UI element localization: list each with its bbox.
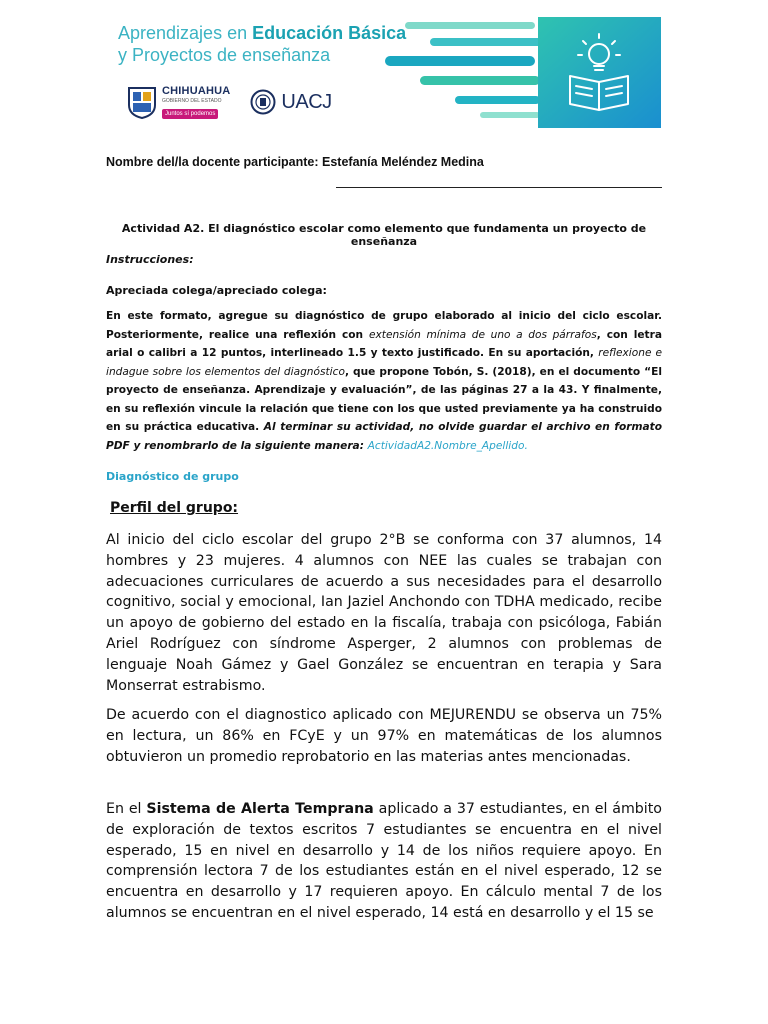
- greeting: Apreciada colega/apreciado colega:: [106, 284, 327, 297]
- header-banner: [0, 0, 768, 140]
- instructions-text-5: , que propone Tobón, S. (2018), en el documento “El proyecto de enseñanza. Aprendizaje y evaluación”, de las páginas 27 a la 43. Y finalmente, en su reflexión vincule la relación que tiene con los que usted previamente ya ha construido en su práctica educativa.: [106, 365, 662, 433]
- chihuahua-subtitle: GOBIERNO DEL ESTADO: [162, 97, 222, 104]
- program-title-part1: Aprendizajes en: [118, 23, 253, 43]
- chihuahua-logo: [126, 85, 230, 119]
- signature-line: [336, 187, 662, 188]
- uacj-seal-icon: [250, 89, 276, 115]
- program-title-line2: y Proyectos de enseñanza: [118, 45, 331, 65]
- program-title: [118, 22, 406, 66]
- diagnostico-heading: Diagnóstico de grupo: [106, 470, 239, 483]
- instructions-text-3: , con letra arial o calibri a 12 puntos, interlineado 1.5 y texto justificado. En su aportación,: [106, 328, 662, 359]
- perfil-heading: Perfil del grupo:: [110, 500, 239, 516]
- program-title-bold: Educación Básica: [252, 23, 407, 43]
- logo-row: [126, 82, 332, 122]
- instructions-text-2: extensión mínima de uno a dos párrafos: [369, 328, 597, 341]
- instructions-heading: Instrucciones:: [106, 253, 194, 266]
- instructions-body: [106, 307, 662, 455]
- diagnostic-results-paragraph: De acuerdo con el diagnostico aplicado con MEJURENDU se observa un 75% en lectura, un 86% en FCyE y un 97% en matemáticas de los alumnos obtuvieron un promedio reprobatorio en las materias antes mencionadas.: [106, 707, 662, 765]
- document-header: [0, 0, 768, 140]
- chihuahua-tagline: Juntos sí podemos: [162, 109, 218, 119]
- instructions-text-6: Al terminar su actividad, no olvide guardar el archivo en formato PDF y renombrarlo de la siguiente manera:: [106, 421, 662, 452]
- activity-title: Actividad A2. El diagnóstico escolar como elemento que fundamenta un proyecto de enseñanza: [121, 222, 647, 248]
- group-profile-paragraph: Al inicio del ciclo escolar del grupo 2°B se conforma con 37 alumnos, 14 hombres y 23 mujeres. 4 alumnos con NEE las cuales se trabajan con adecuaciones curriculares de acuerdo a sus necesidades para el desarrollo cognitivo, social y emocional, Ian Jaziel Anchondo con TDHA medicado, recibe un apoyo de gobierno del estado en la fiscalía, trabaja con psicóloga, Fabián Ariel Rodríguez con síndrome Asperger, 2 alumnos con problemas de lenguaje Noah Gámez y Gael González se encuentran en terapia y Sara Monserrat estrabismo.: [106, 532, 662, 694]
- filename-example: ActividadA2.Nombre_Apellido.: [367, 439, 528, 452]
- alert-system-paragraph: [106, 799, 662, 924]
- uacj-name: UACJ: [281, 90, 332, 113]
- alert-text-a: En el: [106, 801, 147, 817]
- chihuahua-shield-icon: [126, 85, 158, 119]
- uacj-logo: [250, 89, 331, 115]
- alert-system-name: Sistema de Alerta Temprana: [146, 801, 374, 817]
- alert-text-c: aplicado a 37 estudiantes, en el ámbito de exploración de textos escritos 7 estudiantes se encuentra en el nivel esperado, 15 en nivel en desarrollo y 14 de los niños requiere apoyo. En comprensión lectora 7 de los estudiantes están en el nivel esperado, 12 se encuentra en desarrollo y 17 requieren apoyo. En cálculo mental 7 de los alumnos se encuentran en el nivel esperado, 14 está en desarrollo y el 15 se: [106, 801, 662, 921]
- teal-ribbon-decoration: [385, 22, 545, 118]
- participant-name: Nombre del/la docente participante: Estefanía Meléndez Medina: [106, 155, 484, 169]
- instructions-text-1: En este formato, agregue su diagnóstico de grupo elaborado al inicio del ciclo escolar. Posteriormente, realice una reflexión con: [106, 310, 662, 341]
- instructions-text-4: reflexione e indague sobre los elementos del diagnóstico: [106, 347, 663, 378]
- chihuahua-name: CHIHUAHUA: [162, 84, 231, 97]
